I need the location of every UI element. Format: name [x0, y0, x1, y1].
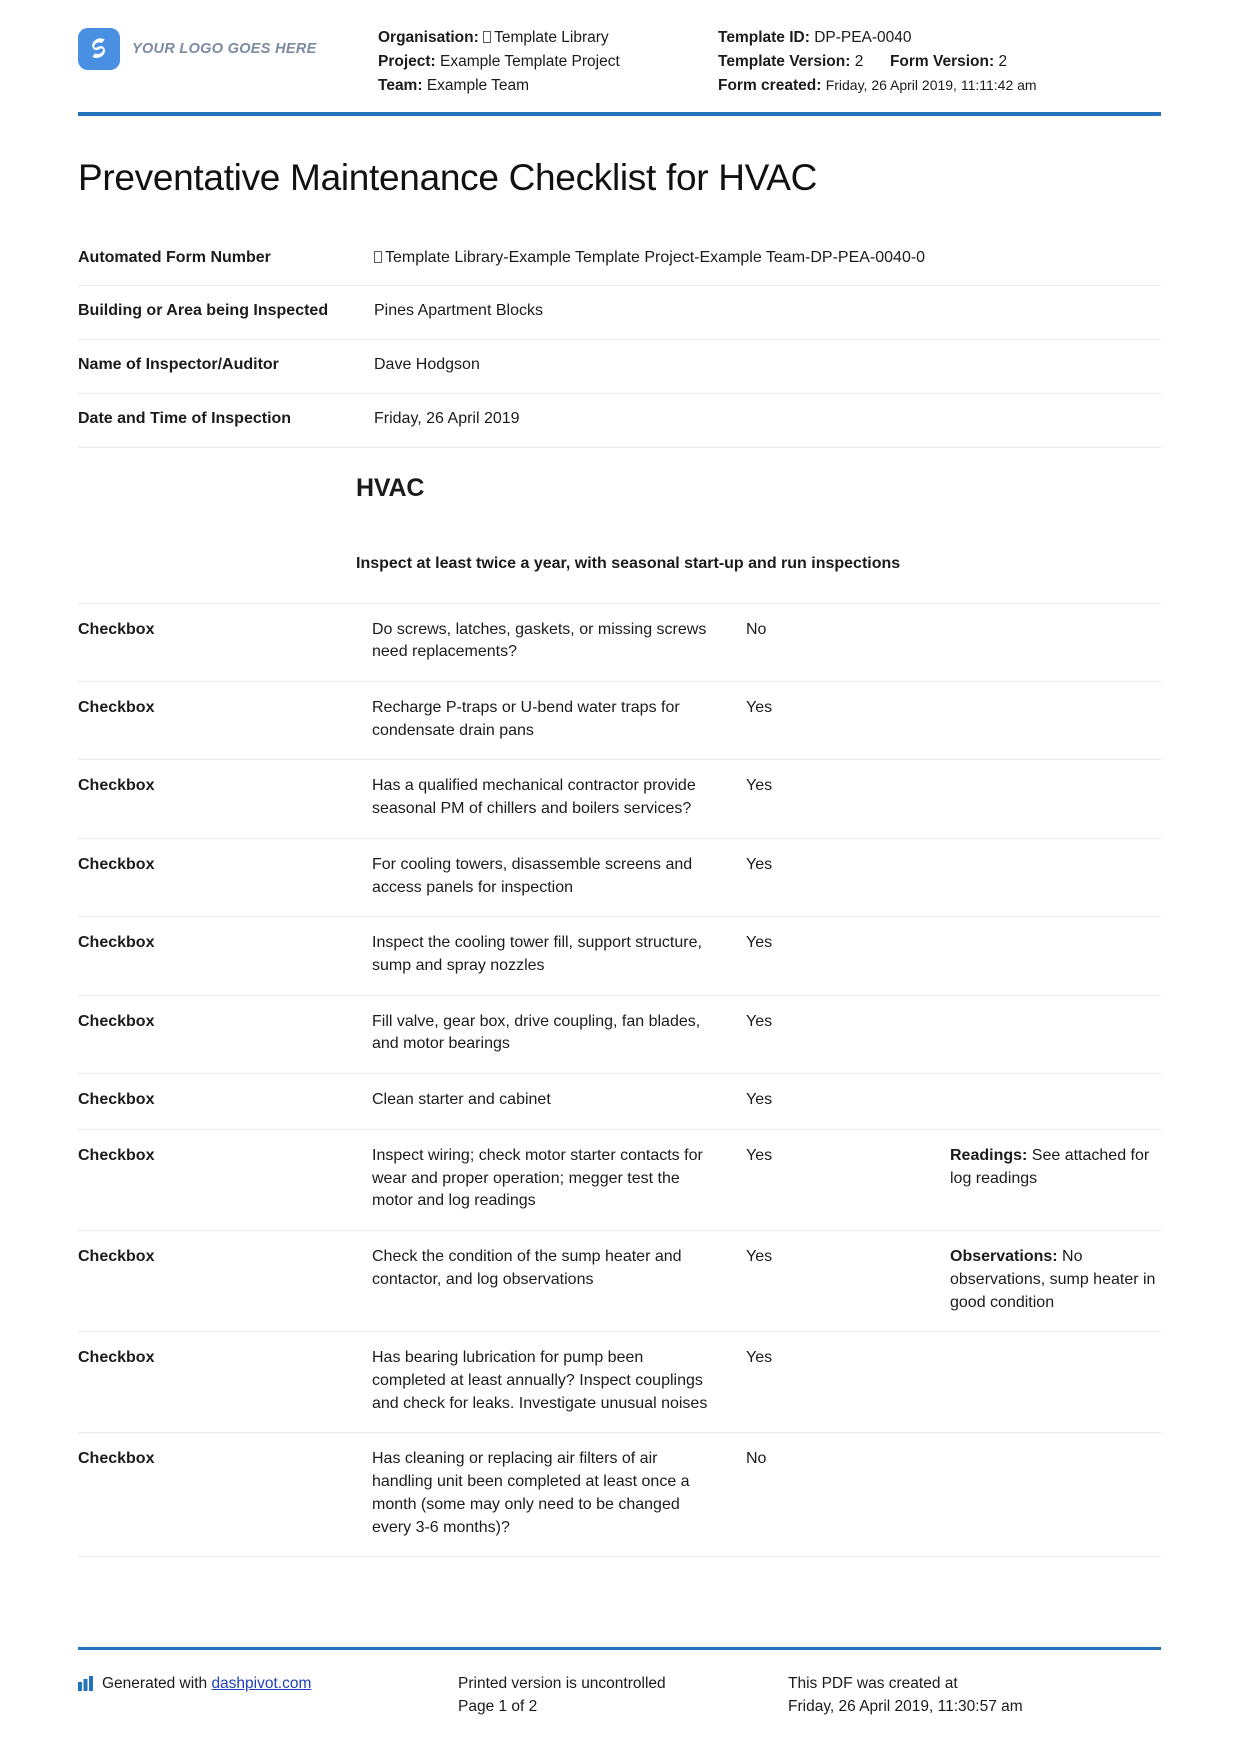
checklist-item-type: Checkbox [78, 1349, 155, 1367]
checklist-item-type: Checkbox [78, 777, 155, 795]
template-id-label: Template ID: [718, 29, 810, 46]
page-title: Preventative Maintenance Checklist for HVAC [78, 157, 818, 198]
field-label: Date and Time of Inspection [78, 409, 292, 427]
checklist-item-question: Fill valve, gear box, drive coupling, fan blades, and motor bearings [372, 1012, 701, 1053]
checklist-item-answer: Yes [746, 699, 773, 716]
checklist-item-type: Checkbox [78, 934, 155, 952]
checklist-item-extra [950, 1433, 1161, 1557]
field-value: Pines Apartment Blocks [374, 302, 543, 320]
checklist-item-type: Checkbox [78, 699, 155, 716]
table-row [78, 1332, 1161, 1433]
checklist-item-type: Checkbox [78, 620, 155, 638]
checklist-item-extra [950, 917, 1161, 995]
checklist-item-question: Inspect the cooling tower fill, support structure, sump and spray nozzles [372, 934, 702, 975]
project-line [378, 50, 718, 74]
table-row [78, 286, 1161, 340]
bar-chart-icon [78, 1675, 94, 1690]
table-row [78, 838, 1161, 916]
logo-text: YOUR LOGO GOES HERE [132, 41, 317, 57]
header-meta-right [718, 26, 1161, 98]
document-footer [78, 1647, 1161, 1719]
field-value: Friday, 26 April 2019 [374, 409, 520, 427]
checklist-body [78, 603, 1161, 1589]
checklist-item-question: Recharge P-traps or U-bend water traps for condensate drain pans [372, 699, 680, 739]
checklist-item-answer: No [746, 1450, 767, 1468]
form-fields-table [78, 233, 1161, 447]
form-version-label: Form Version: [889, 53, 995, 71]
template-id-value: DP-PEA-0040 [814, 29, 912, 46]
checklist-item-answer: Yes [746, 1349, 773, 1367]
table-row [78, 995, 1161, 1073]
footer-print-block [458, 1672, 788, 1719]
template-version-value: 2 [854, 53, 864, 71]
project-value: Example Template Project [440, 53, 620, 71]
checklist-item-type: Checkbox [78, 1450, 155, 1468]
header-metadata [378, 22, 1161, 98]
checklist-item-extra [950, 1332, 1161, 1433]
checklist-item-answer: Yes [746, 777, 773, 795]
table-row [78, 1129, 1161, 1230]
checklist-item-question: For cooling towers, disassemble screens and access panels for inspection [372, 855, 693, 896]
checklist-item-extra [950, 682, 1161, 760]
field-value [374, 233, 1161, 286]
section-heading-block [78, 474, 1161, 573]
checklist-extra-value: No observations, sump heater in good condition [950, 1248, 1156, 1311]
checklist-item-type: Checkbox [78, 855, 155, 873]
table-row [78, 393, 1161, 446]
header-meta-left [378, 26, 718, 98]
logo-block [78, 22, 378, 70]
form-created-value: Friday, 26 April 2019, 11:11:42 am [825, 77, 1037, 94]
checklist-item-answer: Yes [746, 855, 773, 873]
template-id-line [718, 26, 1161, 50]
checklist-item-question: Inspect wiring; check motor starter contacts for wear and proper operation; megger test the motor and log readings [372, 1146, 703, 1210]
checklist-item-extra [950, 1231, 1161, 1332]
checklist-item-extra [950, 760, 1161, 838]
field-label: Automated Form Number [78, 248, 271, 266]
organisation-line [378, 26, 718, 50]
checklist-item-question: Has a qualified mechanical contractor provide seasonal PM of chillers and boilers services? [372, 777, 696, 818]
form-created-label: Form created: [718, 77, 822, 95]
checklist-item-answer: Yes [746, 1146, 773, 1164]
section-note: Inspect at least twice a year, with seasonal start-up and run inspections [356, 554, 901, 572]
company-logo-icon [78, 28, 120, 70]
section-title: HVAC [356, 473, 425, 502]
checklist-item-type: Checkbox [78, 1012, 155, 1030]
form-version-value: 2 [998, 53, 1008, 71]
checklist-item-type: Checkbox [78, 1091, 155, 1109]
table-row [78, 682, 1161, 760]
table-row [78, 1433, 1161, 1557]
organisation-value: Template Library [494, 29, 609, 46]
checklist-item-question: Has bearing lubrication for pump been completed at least annually? Inspect couplings and check for leaks. Investigate unusual noises [372, 1349, 708, 1412]
checklist-item-answer: Yes [746, 1091, 773, 1109]
organisation-label: Organisation: [378, 29, 479, 46]
table-row [78, 603, 1161, 681]
checklist-item-extra [950, 995, 1161, 1073]
table-row [78, 1074, 1161, 1130]
checklist-bottom-rule [78, 1557, 1161, 1590]
checklist-item-answer: Yes [746, 934, 773, 952]
checklist-table [78, 603, 1161, 1590]
checklist-extra-value: See attached for log readings [950, 1146, 1150, 1187]
checklist-item-extra [950, 838, 1161, 916]
footer-page-number: Page 1 of 2 [458, 1697, 538, 1715]
version-line [718, 50, 1161, 74]
footer-columns [78, 1672, 1161, 1719]
checklist-item-extra [950, 603, 1161, 681]
checklist-item-extra [950, 1074, 1161, 1130]
footer-generated-prefix: Generated with [102, 1674, 208, 1692]
table-row [78, 1231, 1161, 1332]
team-value: Example Team [426, 77, 530, 95]
checklist-bottom-rule-cell [78, 1557, 1161, 1590]
footer-printed-line: Printed version is uncontrolled [458, 1674, 666, 1692]
field-label: Name of Inspector/Auditor [78, 356, 279, 374]
header-divider [78, 112, 1161, 116]
checklist-item-question: Has cleaning or replacing air filters of air handling unit been completed at least once a month (some may only need to be changed every 3-6 months)? [372, 1450, 690, 1536]
checklist-extra-label: Readings: [950, 1146, 1028, 1164]
footer-created-timestamp: Friday, 26 April 2019, 11:30:57 am [788, 1697, 1023, 1715]
table-row [78, 917, 1161, 995]
section-band [78, 447, 1161, 573]
project-label: Project: [378, 53, 436, 71]
checklist-item-type: Checkbox [78, 1146, 155, 1164]
missing-glyph-icon [483, 31, 491, 43]
checklist-item-question: Do screws, latches, gaskets, or missing screws need replacements? [372, 620, 707, 661]
footer-generated-text [102, 1672, 311, 1695]
page-content [78, 0, 1161, 1754]
checklist-item-answer: Yes [746, 1012, 773, 1030]
field-value-text: Template Library-Example Template Project-Example Team-DP-PEA-0040-0 [385, 248, 926, 266]
field-label: Building or Area being Inspected [78, 302, 329, 320]
checklist-item-type: Checkbox [78, 1248, 155, 1266]
missing-glyph-icon [374, 251, 382, 263]
checklist-item-answer: No [746, 620, 767, 638]
footer-created-block [788, 1672, 1161, 1719]
team-line [378, 74, 718, 98]
field-value: Dave Hodgson [374, 356, 480, 374]
checklist-item-question: Check the condition of the sump heater and contactor, and log observations [372, 1248, 682, 1288]
footer-divider [78, 1647, 1161, 1650]
template-version-label: Template Version: [718, 53, 851, 71]
footer-created-label: This PDF was created at [788, 1674, 958, 1692]
footer-generated-block [78, 1672, 458, 1719]
team-label: Team: [378, 77, 423, 95]
checklist-extra-label: Observations: [950, 1248, 1058, 1266]
dashpivot-link[interactable]: dashpivot.com [211, 1674, 312, 1692]
form-created-line [718, 74, 1161, 98]
checklist-item-answer: Yes [746, 1248, 773, 1266]
checklist-item-extra [950, 1129, 1161, 1230]
table-row [78, 233, 1161, 286]
document-header [78, 0, 1161, 100]
table-row [78, 340, 1161, 394]
form-fields-body [78, 233, 1161, 447]
table-row [78, 760, 1161, 838]
checklist-item-question: Clean starter and cabinet [372, 1091, 551, 1109]
